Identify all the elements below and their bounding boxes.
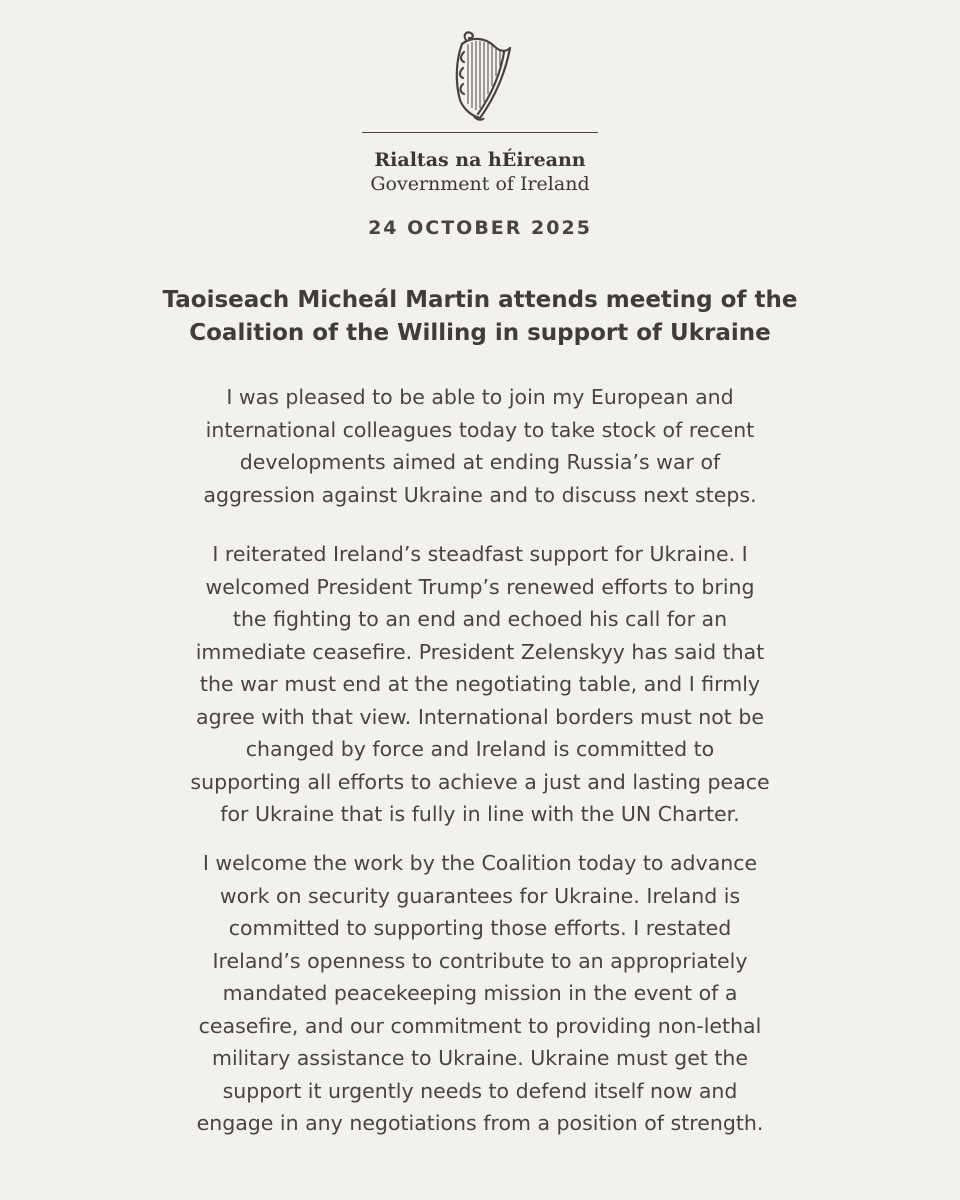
statement-date: 24 OCTOBER 2025 (368, 217, 592, 239)
paragraph-line: welcomed President Trump’s renewed efforts to bring (205, 574, 755, 599)
paragraph-line: committed to supporting those efforts. I restated (228, 916, 732, 940)
paragraph-line: mandated peacekeeping mission in the event of a (222, 981, 738, 1005)
paragraph-line: agree with that view. International borders must not be (196, 704, 764, 729)
letterhead-divider (362, 132, 598, 133)
paragraph-line: aggression against Ukraine and to discuss next steps. (203, 482, 757, 507)
government-name-irish: Rialtas na hÉireann (374, 149, 586, 171)
statement-paragraph-3 (90, 847, 870, 1140)
statement-headline (90, 284, 870, 350)
paragraph-line: Ireland’s openness to contribute to an appropriately (212, 948, 748, 973)
government-name-english: Government of Ireland (370, 173, 590, 195)
paragraph-line: changed by force and Ireland is committed to (245, 737, 715, 761)
paragraph-line: international colleagues today to take stock of recent (205, 417, 755, 442)
paragraph-line: the war must end at the negotiating table, and I firmly (199, 672, 761, 696)
headline-line: Taoiseach Micheál Martin attends meeting of the (162, 287, 798, 313)
paragraph-line: ceasefire, and our commitment to providing non-lethal (198, 1013, 762, 1038)
paragraph-line: the fighting to an end and echoed his call for an (232, 607, 728, 631)
headline-line: Coalition of the Willing in support of Ukraine (189, 320, 771, 346)
paragraph-line: engage in any negotiations from a position of strength. (196, 1111, 764, 1135)
paragraph-line: immediate ceasefire. President Zelenskyy has said that (195, 639, 765, 664)
paragraph-line: I was pleased to be able to join my European and (226, 385, 734, 409)
harp-icon (446, 30, 516, 122)
paragraph-line: for Ukraine that is fully in line with the UN Charter. (220, 802, 740, 826)
paragraph-line: I welcome the work by the Coalition today to advance (202, 851, 758, 875)
paragraph-line: military assistance to Ukraine. Ukraine must get the (211, 1046, 749, 1070)
paragraph-line: developments aimed at ending Russia’s war of (239, 450, 721, 474)
paragraph-line: work on security guarantees for Ukraine. Ireland is (219, 883, 741, 908)
paragraph-line: supporting all efforts to achieve a just and lasting peace (190, 769, 770, 794)
paragraph-line: support it urgently needs to defend itself now and (222, 1078, 738, 1103)
statement-paragraph-1 (90, 381, 870, 511)
paragraph-line: I reiterated Ireland’s steadfast support for Ukraine. I (212, 542, 748, 566)
statement-paragraph-2 (90, 538, 870, 831)
